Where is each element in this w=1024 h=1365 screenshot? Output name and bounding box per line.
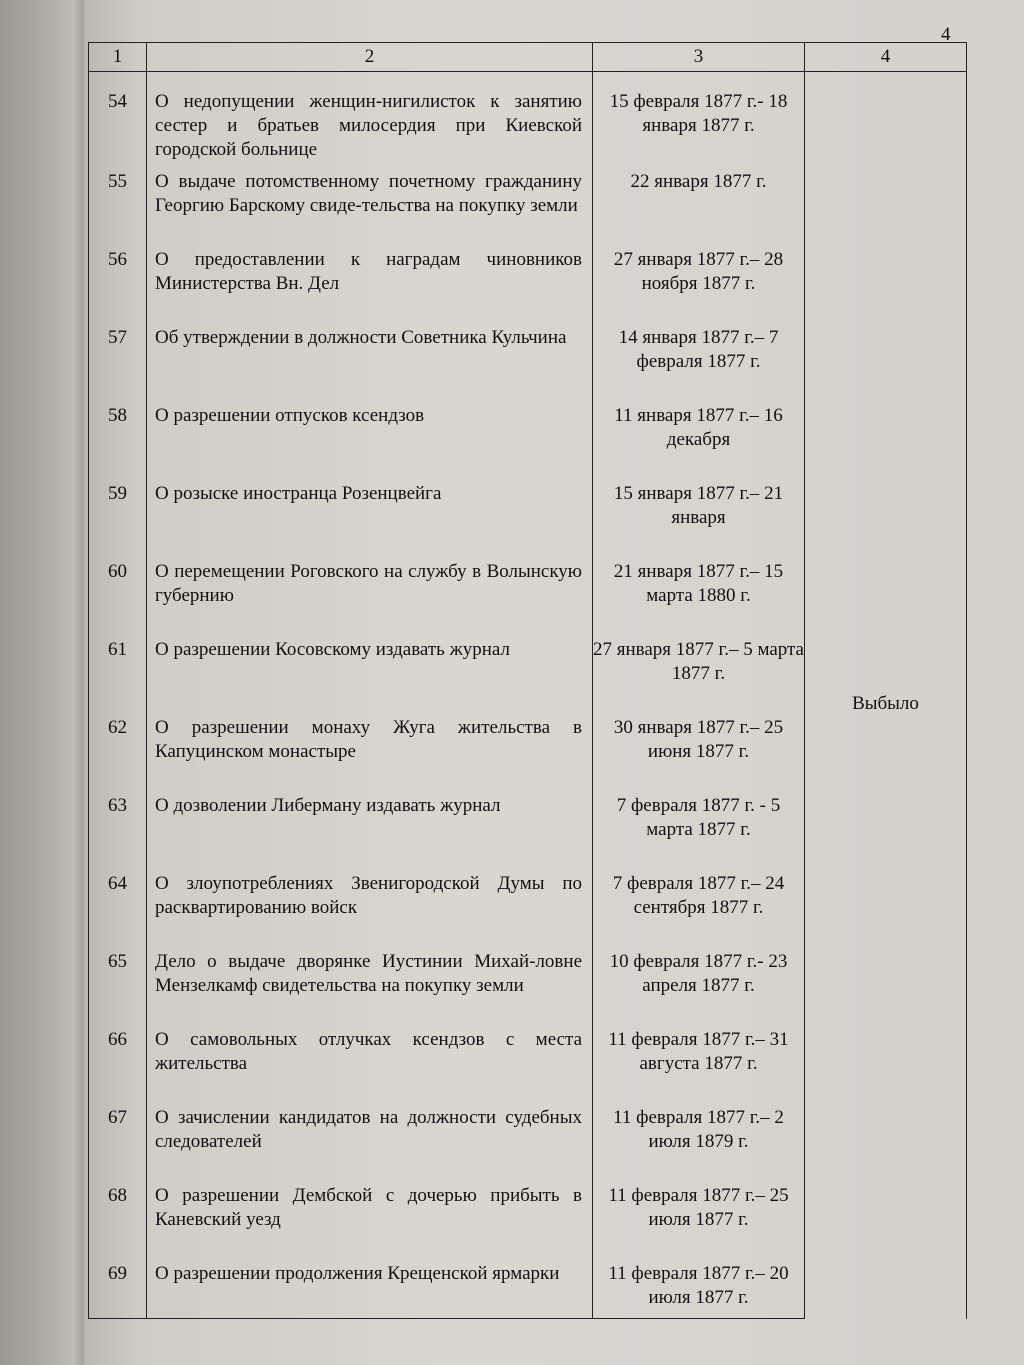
- row-number: 59: [89, 474, 147, 552]
- row-number: 63: [89, 786, 147, 864]
- row-dates: 30 января 1877 г.– 25 июня 1877 г.: [593, 708, 805, 786]
- column-header-title: 2: [147, 43, 593, 72]
- row-number: 64: [89, 864, 147, 942]
- column-header-notes: 4: [805, 43, 967, 72]
- row-description: О перемещении Роговского на службу в Волынскую губернию: [147, 552, 593, 630]
- row-number: 58: [89, 396, 147, 474]
- status-note: Выбыло: [852, 693, 919, 715]
- row-dates: 7 февраля 1877 г.– 24 сентября 1877 г.: [593, 864, 805, 942]
- row-dates: 14 января 1877 г.– 7 февраля 1877 г.: [593, 318, 805, 396]
- inventory-table: [88, 42, 967, 1319]
- row-description: О самовольных отлучках ксендзов с места жительства: [147, 1020, 593, 1098]
- row-dates: 11 января 1877 г.– 16 декабря: [593, 396, 805, 474]
- row-description: О разрешении Косовскому издавать журнал: [147, 630, 593, 708]
- row-number: 61: [89, 630, 147, 708]
- row-description: О розыске иностранца Розенцвейга: [147, 474, 593, 552]
- row-description: О разрешении монаху Жуга жительства в Капуцинском монастыре: [147, 708, 593, 786]
- row-description: Дело о выдаче дворянке Иустинии Михай-ловне Мензелкамф свидетельства на покупку земли: [147, 942, 593, 1020]
- row-number: 68: [89, 1176, 147, 1254]
- column-header-number: 1: [89, 43, 147, 72]
- row-number: 62: [89, 708, 147, 786]
- document-page: [84, 0, 1024, 1365]
- table-row: [89, 72, 967, 163]
- row-dates: 22 января 1877 г.: [593, 162, 805, 240]
- row-dates: 27 января 1877 г.– 28 ноября 1877 г.: [593, 240, 805, 318]
- page-number: 4: [941, 24, 951, 45]
- row-description: Об утверждении в должности Советника Кульчина: [147, 318, 593, 396]
- row-description: О разрешении Дембской с дочерью прибыть в Каневский уезд: [147, 1176, 593, 1254]
- row-dates: 11 февраля 1877 г.– 20 июля 1877 г.: [593, 1254, 805, 1319]
- row-dates: 15 января 1877 г.– 21 января: [593, 474, 805, 552]
- row-description: О зачислении кандидатов на должности судебных следователей: [147, 1098, 593, 1176]
- row-description: О разрешении отпусков ксендзов: [147, 396, 593, 474]
- row-number: 69: [89, 1254, 147, 1319]
- status-column: [805, 72, 967, 1319]
- row-number: 66: [89, 1020, 147, 1098]
- row-dates: 10 февраля 1877 г.- 23 апреля 1877 г.: [593, 942, 805, 1020]
- row-number: 55: [89, 162, 147, 240]
- row-dates: 7 февраля 1877 г. - 5 марта 1877 г.: [593, 786, 805, 864]
- row-description: О выдаче потомственному почетному гражданину Георгию Барскому свиде-тельства на покупку земли: [147, 162, 593, 240]
- row-dates: 11 февраля 1877 г.– 25 июля 1877 г.: [593, 1176, 805, 1254]
- row-dates: 11 февраля 1877 г.– 31 августа 1877 г.: [593, 1020, 805, 1098]
- row-number: 56: [89, 240, 147, 318]
- row-number: 57: [89, 318, 147, 396]
- row-number: 54: [89, 72, 147, 163]
- row-number: 65: [89, 942, 147, 1020]
- row-dates: 15 февраля 1877 г.- 18 января 1877 г.: [593, 72, 805, 163]
- row-description: О злоупотреблениях Звенигородской Думы по расквартированию войск: [147, 864, 593, 942]
- row-number: 60: [89, 552, 147, 630]
- row-dates: 21 января 1877 г.– 15 марта 1880 г.: [593, 552, 805, 630]
- row-description: О разрешении продолжения Крещенской ярмарки: [147, 1254, 593, 1319]
- row-description: О предоставлении к наградам чиновников Министерства Вн. Дел: [147, 240, 593, 318]
- row-description: О дозволении Либерману издавать журнал: [147, 786, 593, 864]
- row-dates: 27 января 1877 г.– 5 марта 1877 г.: [593, 630, 805, 708]
- row-description: О недопущении женщин-нигилисток к занятию сестер и братьев милосердия при Киевской городской больнице: [147, 72, 593, 163]
- row-dates: 11 февраля 1877 г.– 2 июля 1879 г.: [593, 1098, 805, 1176]
- column-header-dates: 3: [593, 43, 805, 72]
- previous-page-edge: [0, 0, 84, 1365]
- row-number: 67: [89, 1098, 147, 1176]
- table-header-row: [89, 43, 967, 72]
